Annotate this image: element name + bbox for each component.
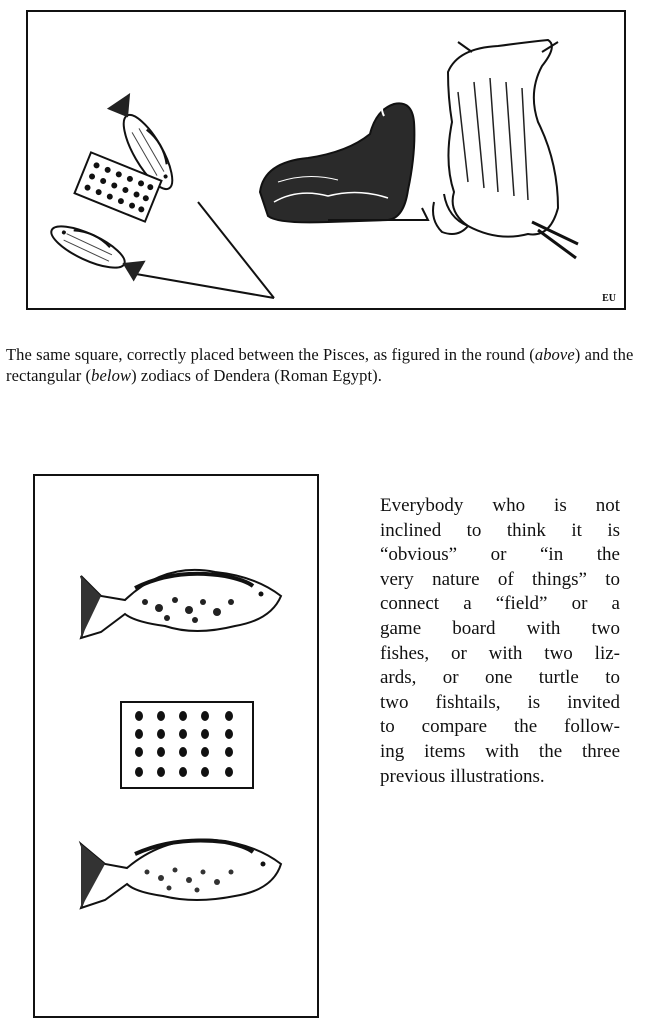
zodiac-figure-round [26, 10, 626, 310]
body-line: inclined to think it is [380, 519, 620, 541]
body-line: game board with two [380, 617, 620, 639]
caption-above: above [534, 345, 575, 364]
figure-caption: The same square, correctly placed between the Pisces, as figured in the round (above) and the rectangular (below) zodiacs of Dendera (Roman Egypt). [6, 345, 634, 385]
body-line: previous illustrations. [380, 765, 545, 787]
fish-top [81, 570, 281, 638]
caption-below: below [91, 366, 132, 385]
body-line: to compare the follow- [380, 716, 620, 738]
body-line: connect a “field” or a [380, 593, 620, 615]
artist-initials: EU [602, 293, 616, 304]
caption-text-1: The same square, correctly placed between the Pisces, as figured in the round [6, 345, 526, 364]
bull-figure [433, 40, 578, 258]
rectangular-zodiac-illustration [35, 476, 317, 1016]
body-line: very nature of things” to [380, 568, 620, 590]
body-line: two fishtails, is invited [380, 691, 620, 713]
fish-lower [46, 218, 146, 283]
zodiac-figure-rectangular [33, 474, 319, 1018]
cord-line-upper [198, 202, 274, 298]
body-line: Everybody who is not [380, 495, 620, 516]
body-paragraph [380, 494, 620, 789]
zodiac-illustration [28, 12, 624, 308]
caption-text-3: zodiacs of Dendera (Roman Egypt). [140, 366, 382, 385]
body-line: ing items with the three [380, 740, 620, 762]
ram-figure [260, 100, 428, 222]
body-line: “obvious” or “in the [380, 544, 620, 566]
body-line: ards, or one turtle to [380, 667, 620, 689]
fish-bottom [81, 840, 281, 908]
game-board-rectangular [121, 702, 253, 788]
cord-line-lower [136, 274, 274, 298]
body-line: fishes, or with two liz- [380, 642, 620, 664]
caption-text-2: and the rectangular [6, 345, 634, 385]
